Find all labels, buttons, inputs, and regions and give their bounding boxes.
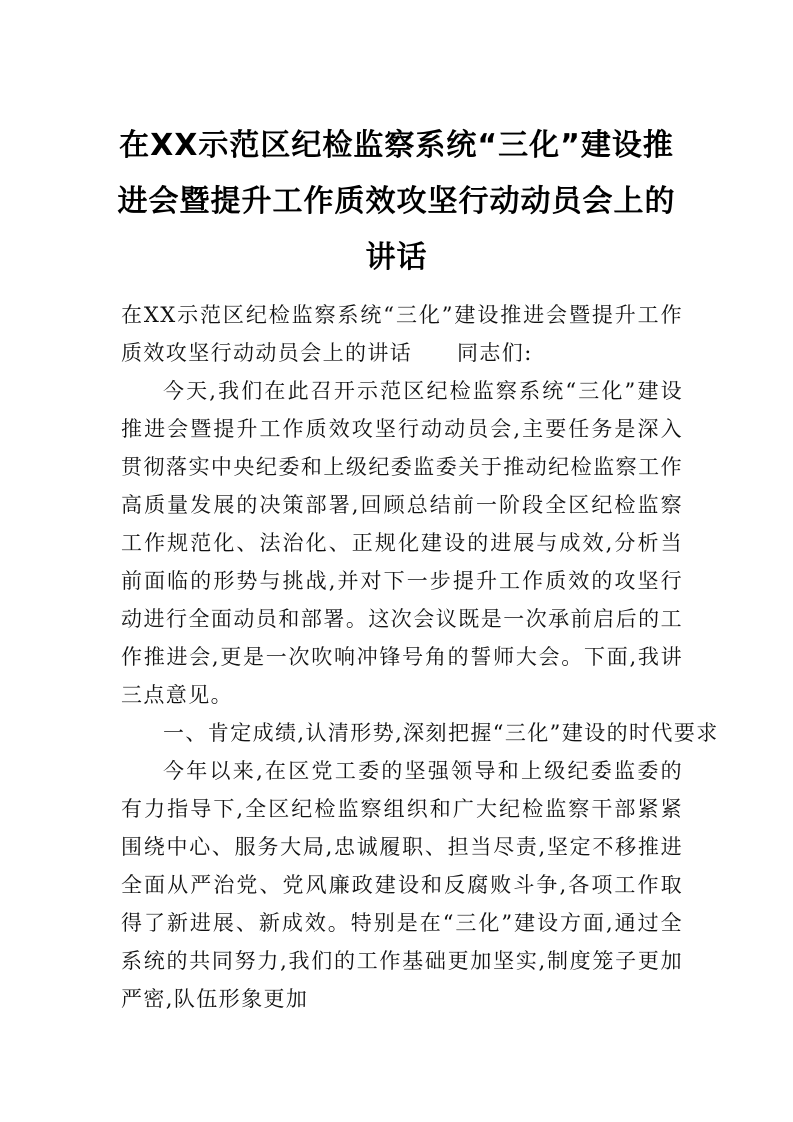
body-paragraph-1: 今天,我们在此召开示范区纪检监察系统“三化”建设推进会暨提升工作质效攻坚行动动员会,主要任务是深入贯彻落实中央纪委和上级纪委监委关于推动纪检监察工作高质量发展的决策部署,回顾总结前一阶段全区纪检监察工作规范化、法治化、正规化建设的进展与成效,分析当前面临的形势与挑战,并对下一步提升工作质效的攻坚行动进行全面动员和部署。这次会议既是一次承前启后的工作推进会,更是一次吹响冲锋号角的誓师大会。下面,我讲三点意见。 [121, 379, 683, 707]
section-heading-1: 一、肯定成绩,认清形势,深刻把握“三化”建设的时代要求 [163, 721, 719, 745]
intro-paragraph: 在XX示范区纪检监察系统“三化”建设推进会暨提升工作质效攻坚行动动员会上的讲话 同志们: [121, 303, 683, 365]
document-body [121, 296, 719, 1018]
body-paragraph-2: 今年以来,在区党工委的坚强领导和上级纪委监委的有力指导下,全区纪检监察组织和广大纪检监察干部紧紧围绕中心、服务大局,忠诚履职、担当尽责,坚定不移推进全面从严治党、党风廉政建设和反腐败斗争,各项工作取得了新进展、新成效。特别是在“三化”建设方面,通过全系统的共同努力,我们的工作基础更加坚实,制度笼子更加严密,队伍形象更加 [121, 759, 683, 1011]
document-title: 在XX示范区纪检监察系统“三化”建设推进会暨提升工作质效攻坚行动动员会上的讲话 [117, 128, 676, 275]
